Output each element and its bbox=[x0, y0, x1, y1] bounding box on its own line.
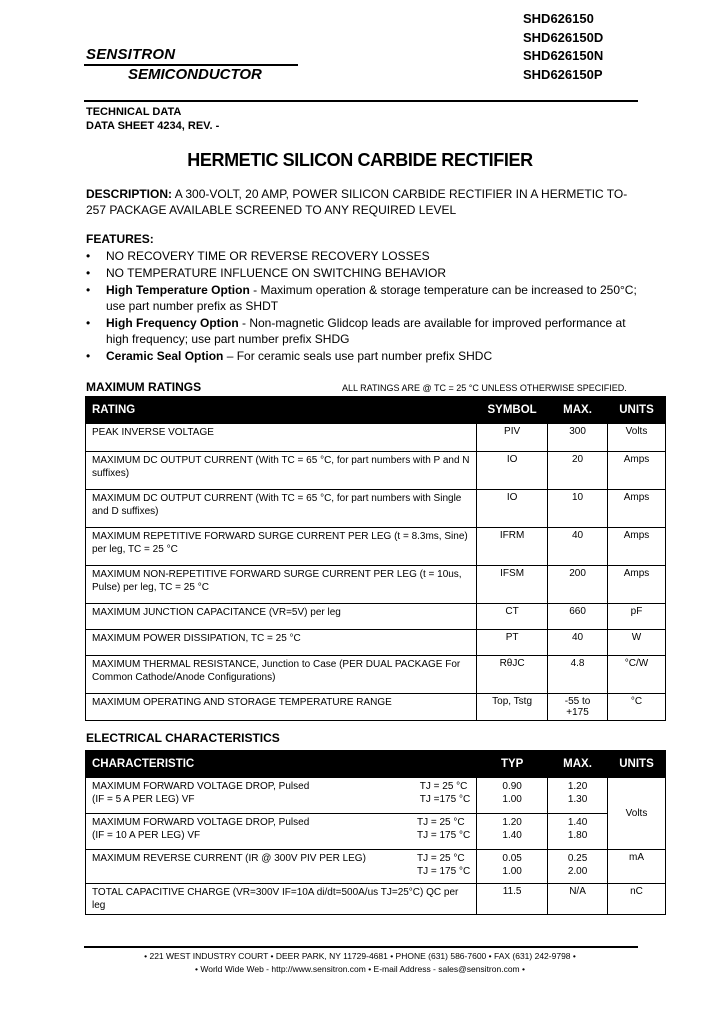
table-row: MAXIMUM NON-REPETITIVE FORWARD SURGE CURRENT PER LEG (t = 10us, Pulse) per leg, TC = 25 °C IFSM 200 Amps bbox=[86, 566, 666, 604]
description-text: A 300-VOLT, 20 AMP, POWER SILICON CARBIDE RECTIFIER IN A HERMETIC TO-257 PACKAGE AVAILABLE SCREENED TO ANY REQUIRED LEVEL bbox=[86, 187, 628, 217]
footer-address: • 221 WEST INDUSTRY COURT • DEER PARK, NY 11729-4681 • PHONE (631) 586-7600 • FAX (631) 242-9798 • bbox=[144, 951, 576, 961]
feature-item: • High Frequency Option - Non-magnetic Glidcop leads are available for improved performance at high frequency; use part number prefix SHDG bbox=[86, 316, 626, 346]
column-header: TYP bbox=[477, 751, 548, 778]
table-row: TJ = 25 °C TJ =175 °C MAXIMUM FORWARD VOLTAGE DROP, Pulsed (IF = 5 A PER LEG) VF 0.90 1.00 1.20 1.30 Volts bbox=[86, 778, 666, 814]
feature-item: • Ceramic Seal Option – For ceramic seals use part number prefix SHDC bbox=[86, 349, 493, 363]
technical-data-block bbox=[86, 105, 219, 133]
table-row: PEAK INVERSE VOLTAGE PIV 300 Volts bbox=[86, 424, 666, 452]
table-row: TJ = 25 °C TJ = 175 °C MAXIMUM REVERSE CURRENT (IR @ 300V PIV PER LEG) 0.05 1.00 0.25 2.00 mA bbox=[86, 850, 666, 884]
column-header: UNITS bbox=[608, 397, 666, 424]
column-header: CHARACTERISTIC bbox=[86, 751, 477, 778]
header-rule bbox=[84, 100, 638, 102]
table-row: MAXIMUM REPETITIVE FORWARD SURGE CURRENT PER LEG (t = 8.3ms, Sine) per leg, TC = 25 °C IFRM 40 Amps bbox=[86, 528, 666, 566]
bullet-icon: • bbox=[86, 349, 91, 363]
table-header-row bbox=[86, 397, 666, 424]
max-ratings-table bbox=[85, 396, 666, 721]
description-label: DESCRIPTION: bbox=[86, 187, 173, 201]
part-number-list bbox=[523, 10, 603, 84]
electrical-heading: ELECTRICAL CHARACTERISTICS bbox=[86, 731, 280, 745]
table-header-row bbox=[86, 751, 666, 778]
table-row: MAXIMUM POWER DISSIPATION, TC = 25 °C PT 40 W bbox=[86, 630, 666, 656]
part-number: SHD626150P bbox=[523, 66, 603, 82]
features-list bbox=[86, 248, 646, 365]
max-ratings-heading: MAXIMUM RATINGS bbox=[86, 380, 202, 394]
column-header: SYMBOL bbox=[477, 397, 548, 424]
datasheet-number: DATA SHEET 4234, REV. - bbox=[86, 120, 220, 132]
technical-data-label: TECHNICAL DATA bbox=[86, 106, 182, 118]
footer-contact: • World Wide Web - http://www.sensitron.com • E-mail Address - sales@sensitron.com • bbox=[195, 964, 525, 974]
column-header: UNITS bbox=[608, 751, 666, 778]
company-name-line1: SENSITRON bbox=[86, 46, 176, 63]
feature-item: • NO TEMPERATURE INFLUENCE ON SWITCHING BEHAVIOR bbox=[86, 266, 447, 280]
ratings-note: ALL RATINGS ARE @ TC = 25 °C UNLESS OTHERWISE SPECIFIED. bbox=[342, 383, 627, 393]
bullet-icon: • bbox=[86, 249, 91, 263]
electrical-table bbox=[85, 750, 666, 915]
feature-item: • NO RECOVERY TIME OR REVERSE RECOVERY LOSSES bbox=[86, 249, 430, 263]
table-row: MAXIMUM OPERATING AND STORAGE TEMPERATURE RANGE Top, Tstg -55 to +175 °C bbox=[86, 694, 666, 721]
bullet-icon: • bbox=[86, 283, 91, 297]
part-number: SHD626150D bbox=[523, 29, 604, 45]
bullet-icon: • bbox=[86, 266, 91, 280]
description bbox=[86, 186, 646, 218]
column-header: MAX. bbox=[548, 751, 608, 778]
table-row: TOTAL CAPACITIVE CHARGE (VR=300V IF=10A di/dt=500A/us TJ=25°C) QC per leg 11.5 N/A nC bbox=[86, 884, 666, 915]
bullet-icon: • bbox=[86, 316, 91, 330]
table-row: TJ = 25 °C TJ = 175 °C MAXIMUM FORWARD VOLTAGE DROP, Pulsed (IF = 10 A PER LEG) VF 1.20 1.40 1.40 1.80 bbox=[86, 814, 666, 850]
footer-rule bbox=[84, 946, 638, 948]
table-row: MAXIMUM JUNCTION CAPACITANCE (VR=5V) per leg CT 660 pF bbox=[86, 604, 666, 630]
document-title: HERMETIC SILICON CARBIDE RECTIFIER bbox=[187, 150, 533, 170]
part-number: SHD626150 bbox=[523, 11, 594, 26]
feature-item: • High Temperature Option - Maximum operation & storage temperature can be increased to 250°C; use part number prefix as SHDT bbox=[86, 283, 637, 313]
table-row: MAXIMUM THERMAL RESISTANCE, Junction to Case (PER DUAL PACKAGE For Common Cathode/Anode Configurations) RθJC 4.8 °C/W bbox=[86, 656, 666, 694]
features-heading: FEATURES: bbox=[86, 232, 154, 246]
table-row: MAXIMUM DC OUTPUT CURRENT (With TC = 65 °C, for part numbers with Single and D suffixes) IO 10 Amps bbox=[86, 490, 666, 528]
company-name-line2: SEMICONDUCTOR bbox=[128, 66, 262, 83]
column-header: MAX. bbox=[548, 397, 608, 424]
column-header: RATING bbox=[86, 397, 477, 424]
table-row: MAXIMUM DC OUTPUT CURRENT (With TC = 65 °C, for part numbers with P and N suffixes) IO 20 Amps bbox=[86, 452, 666, 490]
part-number: SHD626150N bbox=[523, 48, 604, 63]
